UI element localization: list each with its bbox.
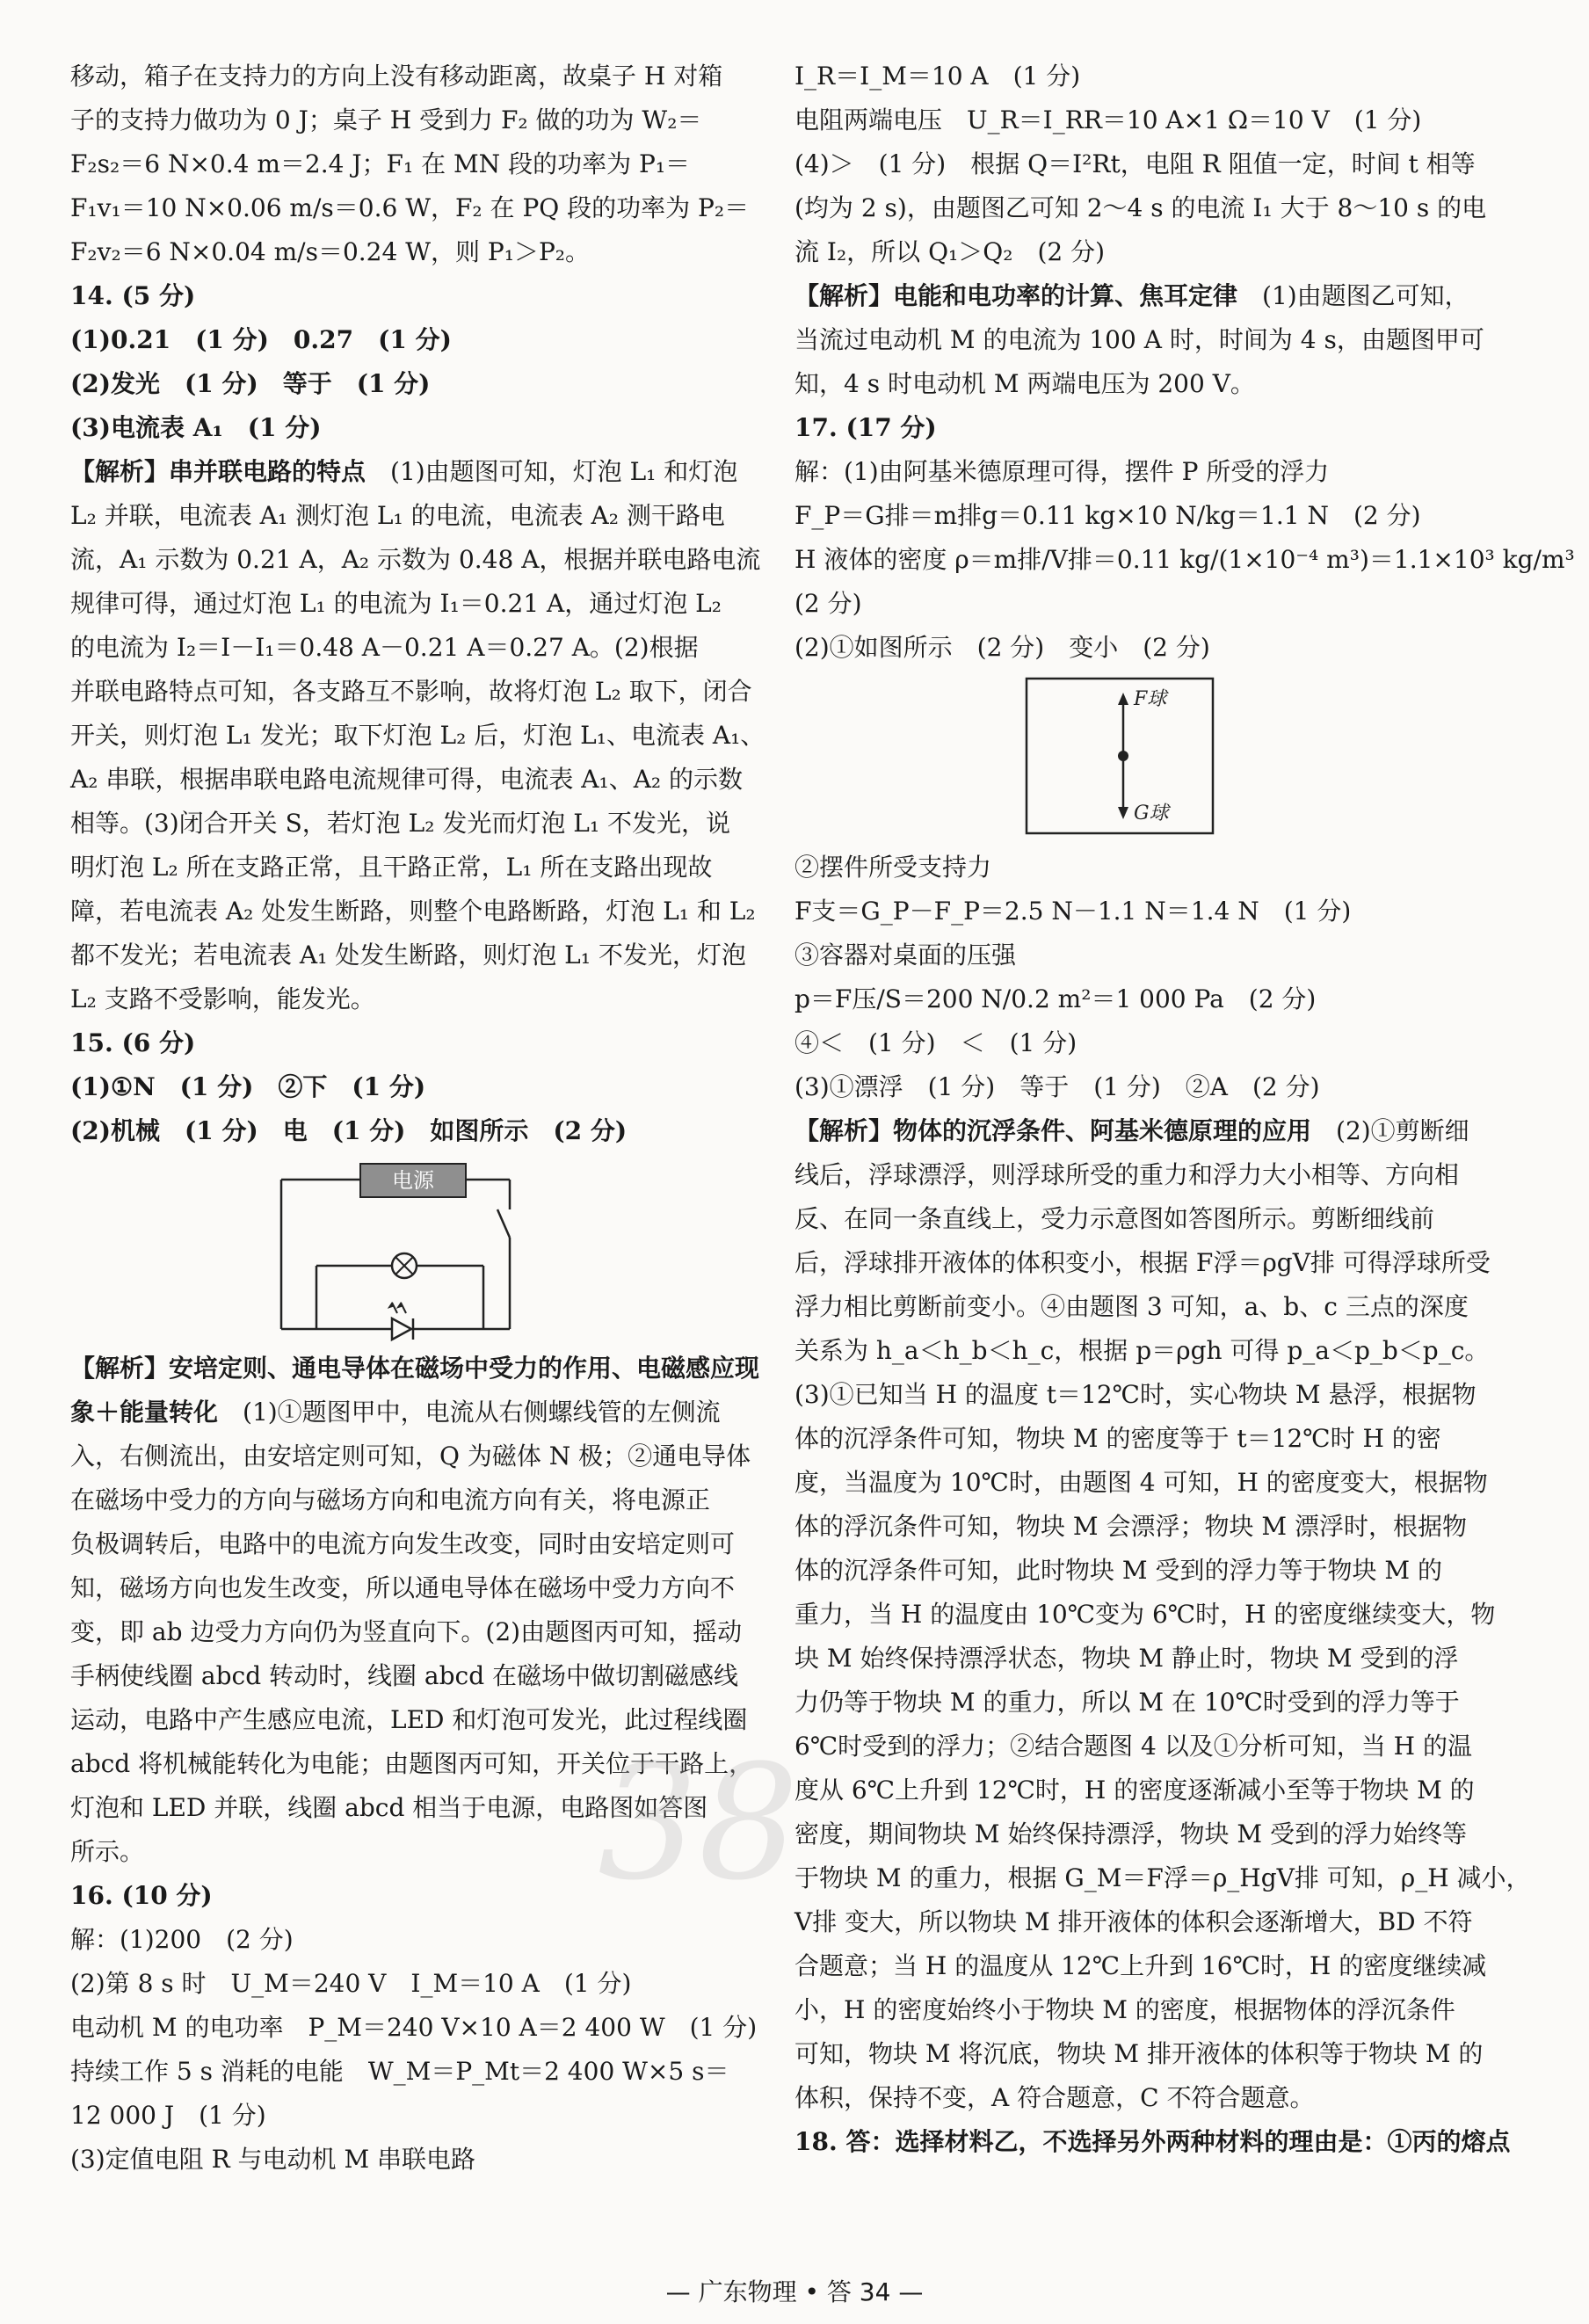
- right-line: 体的沉浮条件可知，物块 M 的密度等于 t＝12℃时 H 的密: [794, 1424, 1441, 1453]
- right-line: 流 I₂，所以 Q₁＞Q₂ (2 分): [794, 237, 1106, 266]
- right-line: I_R＝I_M＝10 A (1 分): [794, 62, 1081, 91]
- right-line: F_P＝G排＝m排g＝0.11 kg×10 N/kg＝1.1 N (2 分): [794, 501, 1421, 530]
- right-line: 合题意；当 H 的温度从 12℃上升到 16℃时，H 的密度继续减: [794, 1951, 1487, 1980]
- right-line: 17. (17 分): [794, 413, 937, 442]
- left-line: 变，即 ab 边受力方向仍为竖直向下。(2)由题图丙可知，摇动: [70, 1617, 743, 1646]
- led-icon: [388, 1303, 413, 1340]
- right-line: 可知，物块 M 将沉底，物块 M 排开液体的体积等于物块 M 的: [794, 2039, 1484, 2068]
- left-line: F₂v₂＝6 N×0.04 m/s＝0.24 W，则 P₁＞P₂。: [70, 237, 591, 266]
- left-column: [70, 54, 765, 2182]
- left-line: 移动，箱子在支持力的方向上没有移动距离，故桌子 H 对箱: [70, 62, 723, 91]
- right-column: [794, 54, 1575, 2164]
- right-line: 知，4 s 时电动机 M 两端电压为 200 V。: [794, 369, 1255, 398]
- left-line: (3)电流表 A₁ (1 分): [70, 413, 322, 442]
- left-line: abcd 将机械能转化为电能；由题图丙可知，开关位于干路上，: [70, 1749, 754, 1778]
- left-line: A₂ 串联，根据串联电路电流规律可得，电流表 A₁、A₂ 的示数: [70, 765, 744, 794]
- right-line: 体的沉浮条件可知，此时物块 M 受到的浮力等于物块 M 的: [794, 1556, 1442, 1585]
- right-line: 反、在同一条直线上，受力示意图如答图所示。剪断细线前: [794, 1204, 1435, 1233]
- force-svg: [794, 670, 1471, 846]
- page-footer: — 广东物理 • 答 34 —: [665, 2277, 924, 2306]
- left-line: 流，A₁ 示数为 0.21 A，A₂ 示数为 0.48 A，根据并联电路电流: [70, 545, 761, 574]
- left-line: 的电流为 I₂＝I－I₁＝0.48 A－0.21 A＝0.27 A。(2)根据: [70, 633, 699, 662]
- left-line: 障，若电流表 A₂ 处发生断路，则整个电路断路，灯泡 L₁ 和 L₂: [70, 897, 756, 926]
- right-line: p＝F压/S＝200 N/0.2 m²＝1 000 Pa (2 分): [794, 984, 1317, 1013]
- circuit-diagram: [70, 1153, 738, 1347]
- left-line: F₂s₂＝6 N×0.4 m＝2.4 J；F₁ 在 MN 段的功率为 P₁＝: [70, 149, 691, 178]
- analysis-text: (2)①剪断细: [1311, 1116, 1469, 1145]
- right-line: 线后，浮球漂浮，则浮球所受的重力和浮力大小相等、方向相: [794, 1160, 1460, 1189]
- right-line: (3)①漂浮 (1 分) 等于 (1 分) ②A (2 分): [794, 1072, 1320, 1101]
- power-label: 电源: [392, 1168, 434, 1193]
- right-line: 后，浮球排开液体的体积变小，根据 F浮＝ρgV排 可得浮球所受: [794, 1248, 1491, 1277]
- left-line: 负极调转后，电路中的电流方向发生改变，同时由安培定则可: [70, 1529, 736, 1558]
- force-diagram: [794, 670, 1471, 846]
- watermark: 38: [598, 1732, 800, 1915]
- left-line: (2)机械 (1 分) 电 (1 分) 如图所示 (2 分): [70, 1116, 628, 1145]
- left-line: 运动，电路中产生感应电流，LED 和灯泡可发光，此过程线圈: [70, 1705, 748, 1734]
- right-line: 6℃时受到的浮力；②结合题图 4 以及①分析可知，当 H 的温: [794, 1732, 1472, 1761]
- right-line: 电阻两端电压 U_R＝I_RR＝10 A×1 Ω＝10 V (1 分): [794, 105, 1422, 134]
- left-line: 规律可得，通过灯泡 L₁ 的电流为 I₁＝0.21 A，通过灯泡 L₂: [70, 589, 722, 618]
- left-line: 灯泡和 LED 并联，线圈 abcd 相当于电源，电路图如答图: [70, 1793, 708, 1822]
- left-line: 15. (6 分): [70, 1028, 196, 1057]
- analysis-text: (1)由题图可知，灯泡 L₁ 和灯泡: [366, 457, 738, 486]
- force-down-label: G球: [1134, 803, 1169, 824]
- left-line: L₂ 支路不受影响，能发光。: [70, 984, 375, 1013]
- left-line: (2)第 8 s 时 U_M＝240 V I_M＝10 A (1 分): [70, 1969, 632, 1998]
- left-line: [70, 1391, 738, 1434]
- analysis-keyword: 象＋能量转化: [70, 1398, 219, 1427]
- left-line: 解：(1)200 (2 分): [70, 1925, 294, 1954]
- right-line: (2 分): [794, 589, 862, 618]
- left-line: 14. (5 分): [70, 281, 196, 310]
- left-line: (1)①N (1 分) ②下 (1 分): [70, 1072, 426, 1101]
- right-line: ④＜ (1 分) ＜ (1 分): [794, 1028, 1077, 1057]
- left-line: (3)定值电阻 R 与电动机 M 串联电路: [70, 2145, 476, 2174]
- left-line: [70, 450, 738, 494]
- left-line: 入，右侧流出，由安培定则可知，Q 为磁体 N 极；②通电导体: [70, 1442, 751, 1471]
- right-line: ③容器对桌面的压强: [794, 940, 1017, 970]
- right-line: (2)①如图所示 (2 分) 变小 (2 分): [794, 633, 1210, 662]
- analysis-text: (1)①题图甲中，电流从右侧螺线管的左侧流: [218, 1398, 721, 1427]
- analysis-keyword: 【解析】安培定则、通电导体在磁场中受力的作用、电磁感应现: [70, 1354, 760, 1383]
- right-line: V排 变大，所以物块 M 排开液体的体积会逐渐增大，BD 不符: [794, 1907, 1473, 1936]
- left-line: 都不发光；若电流表 A₁ 处发生断路，则灯泡 L₁ 不发光，灯泡: [70, 940, 746, 970]
- left-line: [70, 1347, 760, 1391]
- analysis-text: (1)由题图乙可知，: [1237, 281, 1469, 310]
- right-line: 小，H 的密度始终小于物块 M 的密度，根据物体的浮沉条件: [794, 1995, 1455, 2024]
- left-line: 开关，则灯泡 L₁ 发光；取下灯泡 L₂ 后，灯泡 L₁、电流表 A₁、: [70, 721, 765, 750]
- right-line: F支＝G_P－F_P＝2.5 N－1.1 N＝1.4 N (1 分): [794, 897, 1352, 926]
- left-line: 子的支持力做功为 0 J；桌子 H 受到力 F₂ 做的功为 W₂＝: [70, 105, 702, 134]
- left-line: 12 000 J (1 分): [70, 2101, 266, 2130]
- switch-blade: [497, 1209, 510, 1238]
- right-line: 浮力相比剪断前变小。④由题图 3 可知，a、b、c 三点的深度: [794, 1292, 1469, 1321]
- right-line: 度从 6℃上升到 12℃时，H 的密度逐渐减小至等于物块 M 的: [794, 1776, 1475, 1805]
- right-line: 18. 答：选择材料乙，不选择另外两种材料的理由是：①丙的熔点: [794, 2127, 1511, 2156]
- left-line: F₁v₁＝10 N×0.06 m/s＝0.6 W，F₂ 在 PQ 段的功率为 P₂＝: [70, 193, 750, 222]
- left-line: L₂ 并联，电流表 A₁ 测灯泡 L₁ 的电流，电流表 A₂ 测干路电: [70, 501, 725, 530]
- analysis-keyword: 【解析】串并联电路的特点: [70, 457, 366, 486]
- right-line: 重力，当 H 的温度由 10℃变为 6℃时，H 的密度继续变大，物: [794, 1600, 1496, 1629]
- right-line: 关系为 h_a＜h_b＜h_c，根据 p＝ρgh 可得 p_a＜p_b＜p_c。: [794, 1336, 1490, 1365]
- ball-center: [1118, 751, 1128, 761]
- right-line: (4)＞ (1 分) 根据 Q＝I²Rt，电阻 R 阻值一定，时间 t 相等: [794, 149, 1476, 178]
- circuit-svg: [70, 1153, 738, 1347]
- right-line: 密度，期间物块 M 始终保持漂浮，物块 M 受到的浮力始终等: [794, 1819, 1467, 1848]
- force-up-label: F球: [1134, 688, 1167, 710]
- right-line: 体的浮沉条件可知，物块 M 会漂浮；物块 M 漂浮时，根据物: [794, 1512, 1467, 1541]
- left-line: 并联电路特点可知，各支路互不影响，故将灯泡 L₂ 取下，闭合: [70, 677, 752, 706]
- right-line: 体积，保持不变，A 符合题意，C 不符合题意。: [794, 2083, 1315, 2112]
- left-line: 电动机 M 的电功率 P_M＝240 V×10 A＝2 400 W (1 分): [70, 2013, 758, 2042]
- left-line: 所示。: [70, 1837, 145, 1866]
- right-line: 度，当温度为 10℃时，由题图 4 可知，H 的密度变大，根据物: [794, 1468, 1488, 1497]
- arrow-up-icon: [1118, 693, 1128, 705]
- left-line: 知，磁场方向也发生改变，所以通电导体在磁场中受力方向不: [70, 1573, 736, 1602]
- right-line: 于物块 M 的重力，根据 G_M＝F浮＝ρ_HgV排 可知，ρ_H 减小，: [794, 1863, 1531, 1892]
- right-line: (均为 2 s)，由题图乙可知 2～4 s 的电流 I₁ 大于 8～10 s 的电: [794, 193, 1487, 222]
- left-line: 在磁场中受力的方向与磁场方向和电流方向有关，将电源正: [70, 1485, 711, 1514]
- lamp-icon: [392, 1253, 417, 1278]
- left-line: 相等。(3)闭合开关 S，若灯泡 L₂ 发光而灯泡 L₁ 不发光，说: [70, 809, 730, 838]
- left-line: 持续工作 5 s 消耗的电能 W_M＝P_Mt＝2 400 W×5 s＝: [70, 2057, 729, 2086]
- right-line: [794, 274, 1471, 318]
- left-line: (1)0.21 (1 分) 0.27 (1 分): [70, 325, 452, 354]
- left-line: 16. (10 分): [70, 1881, 213, 1910]
- right-line: 解：(1)由阿基米德原理可得，摆件 P 所受的浮力: [794, 457, 1330, 486]
- right-line: 力仍等于物块 M 的重力，所以 M 在 10℃时受到的浮力等于: [794, 1688, 1460, 1717]
- left-line: 手柄使线圈 abcd 转动时，线圈 abcd 在磁场中做切割磁感线: [70, 1661, 739, 1690]
- right-line: ②摆件所受支持力: [794, 853, 992, 882]
- left-line: (2)发光 (1 分) 等于 (1 分): [70, 369, 431, 398]
- right-line: [794, 1109, 1471, 1153]
- analysis-keyword: 【解析】物体的沉浮条件、阿基米德原理的应用: [794, 1116, 1312, 1145]
- right-line: H 液体的密度 ρ＝m排/V排＝0.11 kg/(1×10⁻⁴ m³)＝1.1×10³ kg/m³: [794, 545, 1575, 574]
- left-line: 明灯泡 L₂ 所在支路正常，且干路正常，L₁ 所在支路出现故: [70, 853, 713, 882]
- analysis-keyword: 【解析】电能和电功率的计算、焦耳定律: [794, 281, 1238, 310]
- right-line: 块 M 始终保持漂浮状态，物块 M 静止时，物块 M 受到的浮: [794, 1644, 1459, 1673]
- arrow-down-icon: [1118, 807, 1128, 819]
- right-line: (3)①已知当 H 的温度 t＝12℃时，实心物块 M 悬浮，根据物: [794, 1380, 1477, 1409]
- right-line: 当流过电动机 M 的电流为 100 A 时，时间为 4 s，由题图甲可: [794, 325, 1484, 354]
